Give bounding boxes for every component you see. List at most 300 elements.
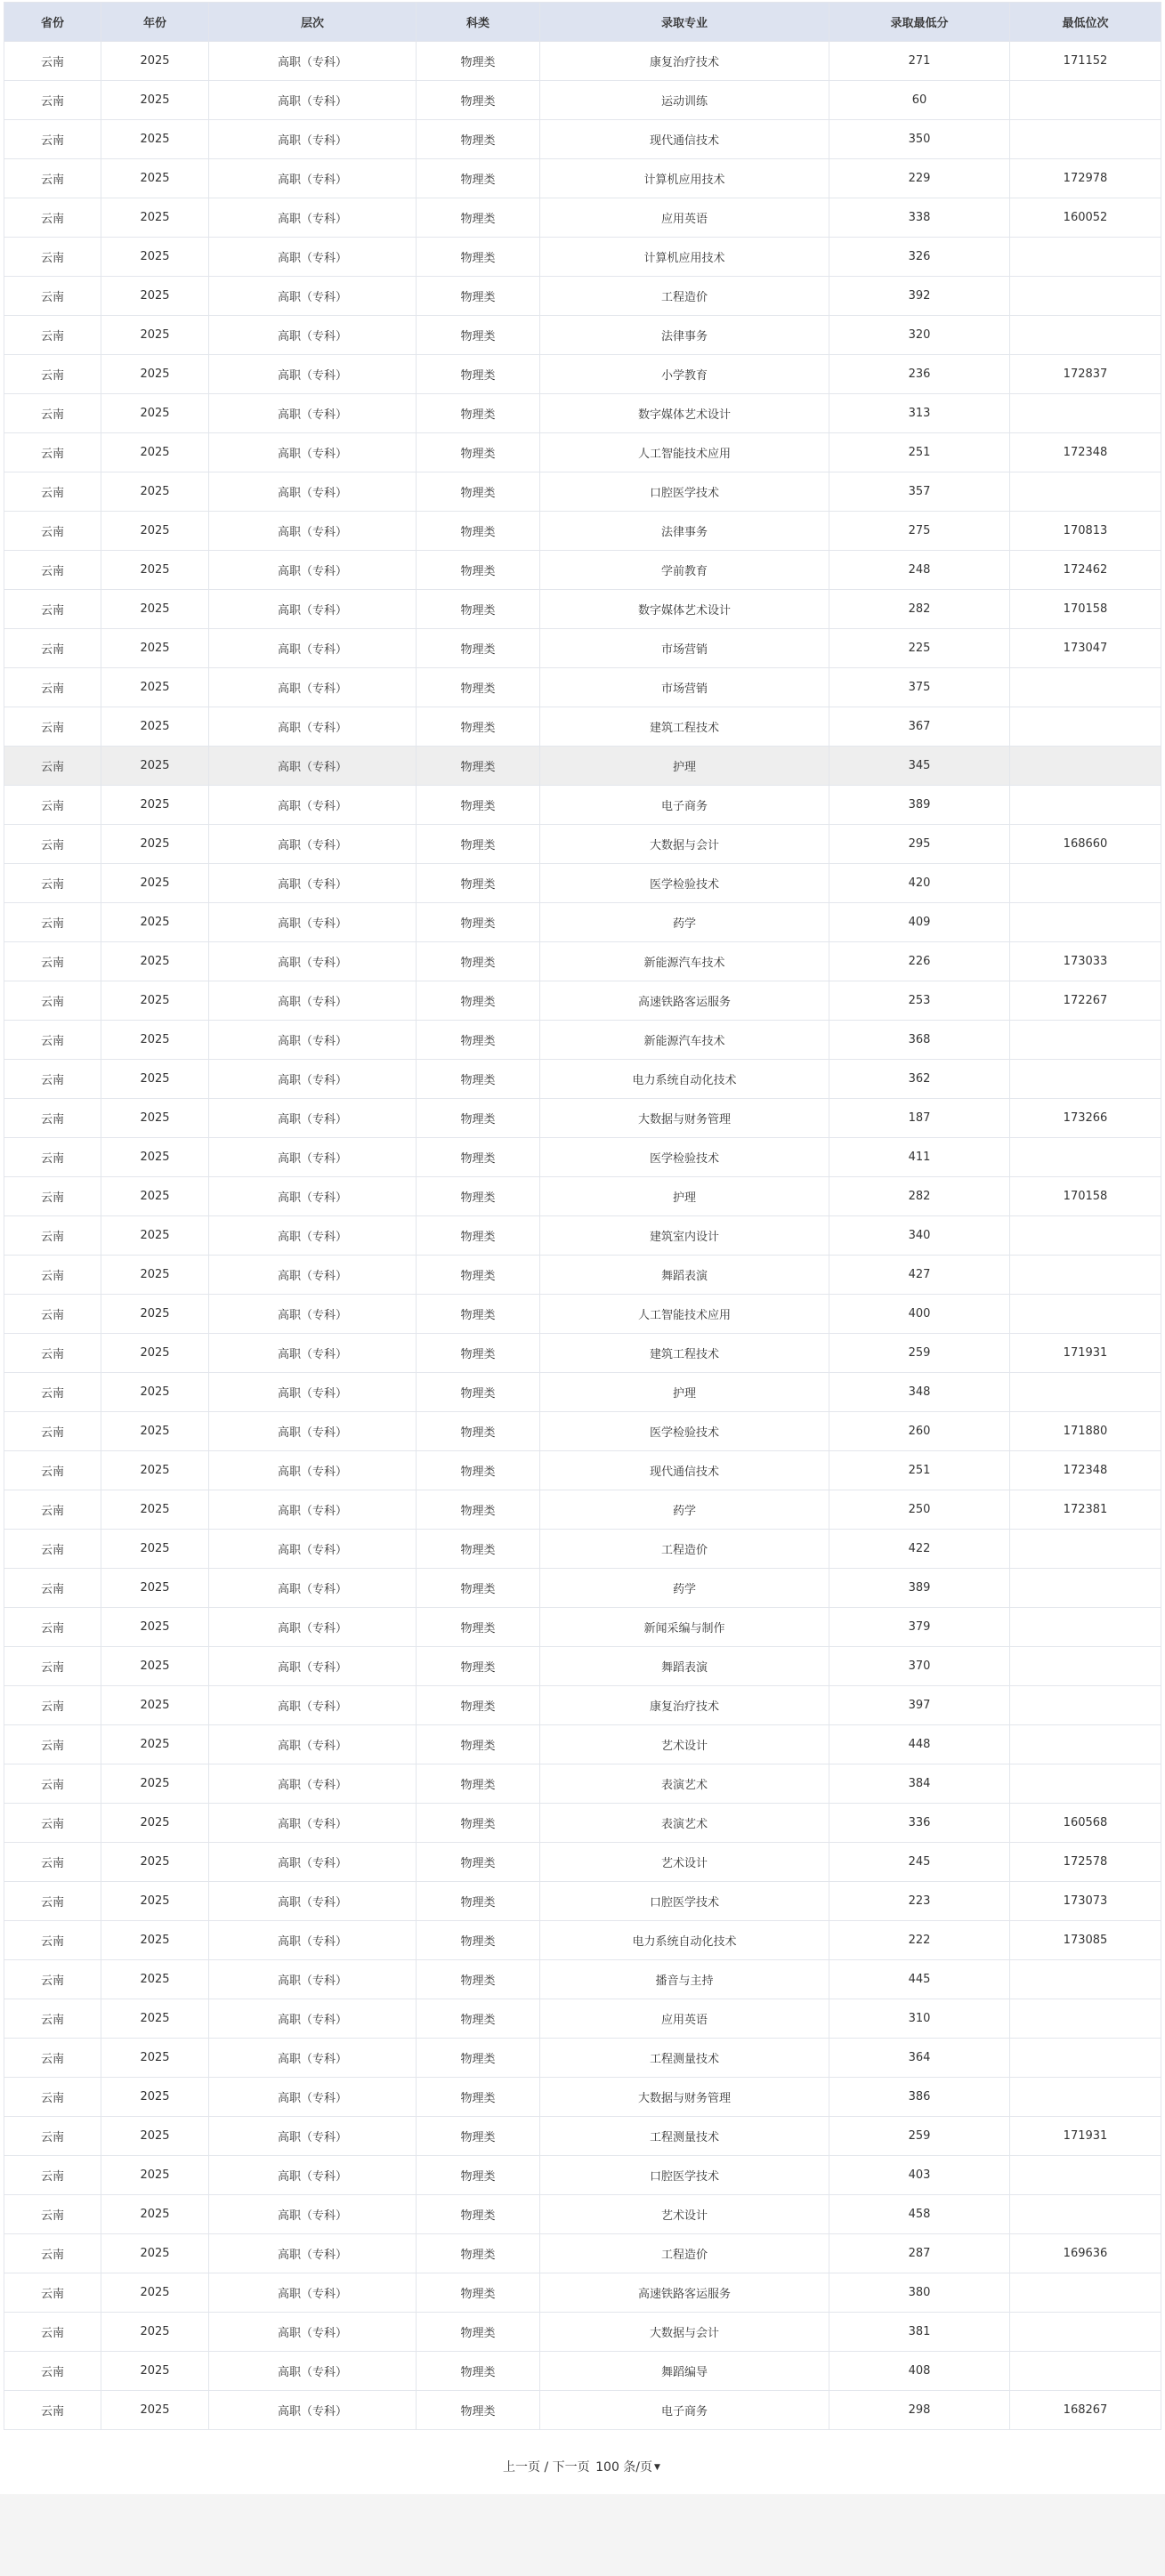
table-row (4, 2117, 1161, 2156)
cell-min-score: 275 (829, 512, 1010, 551)
table-row (4, 590, 1161, 629)
next-page-link[interactable]: 下一页 (552, 2460, 590, 2475)
cell-major: 医学检验技术 (540, 864, 829, 903)
table-header-row (4, 3, 1161, 42)
cell-province: 云南 (4, 1412, 101, 1451)
cell-year: 2025 (101, 1882, 209, 1921)
cell-province: 云南 (4, 1843, 101, 1882)
cell-province: 云南 (4, 81, 101, 120)
cell-province: 云南 (4, 316, 101, 355)
cell-major: 医学检验技术 (540, 1138, 829, 1177)
cell-province: 云南 (4, 1021, 101, 1060)
cell-min-score: 223 (829, 1882, 1010, 1921)
cell-province: 云南 (4, 472, 101, 512)
cell-year: 2025 (101, 2195, 209, 2234)
cell-province: 云南 (4, 1060, 101, 1099)
cell-province: 云南 (4, 981, 101, 1021)
column-header-year: 年份 (101, 3, 209, 42)
table-row (4, 1099, 1161, 1138)
cell-subject-type: 物理类 (417, 2313, 540, 2352)
cell-min-score: 282 (829, 590, 1010, 629)
cell-level: 高职（专科） (209, 825, 417, 864)
table-header (4, 3, 1161, 42)
table-row (4, 1804, 1161, 1843)
cell-min-score: 458 (829, 2195, 1010, 2234)
cell-min-rank: 173047 (1010, 629, 1161, 668)
table-row (4, 1921, 1161, 1960)
cell-min-rank: 170158 (1010, 1177, 1161, 1216)
cell-min-score: 350 (829, 120, 1010, 159)
table-row (4, 942, 1161, 981)
cell-subject-type: 物理类 (417, 1843, 540, 1882)
cell-subject-type: 物理类 (417, 2273, 540, 2313)
cell-min-rank (1010, 1686, 1161, 1725)
cell-province: 云南 (4, 238, 101, 277)
cell-min-rank (1010, 668, 1161, 707)
table-row (4, 2313, 1161, 2352)
column-header-min-score: 录取最低分 (829, 3, 1010, 42)
cell-min-score: 251 (829, 433, 1010, 472)
table-row (4, 2391, 1161, 2430)
cell-year: 2025 (101, 2391, 209, 2430)
cell-min-rank (1010, 1256, 1161, 1295)
cell-min-rank (1010, 1999, 1161, 2039)
cell-min-rank (1010, 2078, 1161, 2117)
cell-province: 云南 (4, 42, 101, 81)
cell-major: 法律事务 (540, 512, 829, 551)
cell-min-rank: 173033 (1010, 942, 1161, 981)
cell-min-score: 411 (829, 1138, 1010, 1177)
cell-major: 药学 (540, 1569, 829, 1608)
table-row (4, 1686, 1161, 1725)
table-row (4, 1960, 1161, 1999)
cell-major: 建筑工程技术 (540, 1334, 829, 1373)
cell-level: 高职（专科） (209, 316, 417, 355)
cell-min-score: 370 (829, 1647, 1010, 1686)
cell-level: 高职（专科） (209, 1686, 417, 1725)
cell-level: 高职（专科） (209, 2039, 417, 2078)
cell-subject-type: 物理类 (417, 81, 540, 120)
table-row (4, 512, 1161, 551)
cell-min-rank (1010, 472, 1161, 512)
cell-province: 云南 (4, 1725, 101, 1764)
cell-min-score: 229 (829, 159, 1010, 198)
cell-major: 舞蹈表演 (540, 1647, 829, 1686)
cell-major: 学前教育 (540, 551, 829, 590)
cell-min-score: 348 (829, 1373, 1010, 1412)
cell-major: 护理 (540, 1373, 829, 1412)
cell-min-score: 222 (829, 1921, 1010, 1960)
cell-level: 高职（专科） (209, 238, 417, 277)
cell-subject-type: 物理类 (417, 2195, 540, 2234)
cell-level: 高职（专科） (209, 472, 417, 512)
cell-province: 云南 (4, 1099, 101, 1138)
cell-level: 高职（专科） (209, 1256, 417, 1295)
cell-min-score: 320 (829, 316, 1010, 355)
cell-level: 高职（专科） (209, 1921, 417, 1960)
cell-major: 人工智能技术应用 (540, 1295, 829, 1334)
cell-year: 2025 (101, 629, 209, 668)
cell-major: 舞蹈编导 (540, 2352, 829, 2391)
cell-year: 2025 (101, 1373, 209, 1412)
table-row (4, 1451, 1161, 1490)
cell-level: 高职（专科） (209, 786, 417, 825)
table-row (4, 2352, 1161, 2391)
cell-min-score: 251 (829, 1451, 1010, 1490)
cell-province: 云南 (4, 355, 101, 394)
cell-level: 高职（专科） (209, 2195, 417, 2234)
cell-level: 高职（专科） (209, 1490, 417, 1530)
cell-subject-type: 物理类 (417, 942, 540, 981)
cell-min-rank (1010, 2273, 1161, 2313)
cell-province: 云南 (4, 2156, 101, 2195)
cell-level: 高职（专科） (209, 590, 417, 629)
cell-province: 云南 (4, 551, 101, 590)
cell-major: 艺术设计 (540, 2195, 829, 2234)
cell-subject-type: 物理类 (417, 1764, 540, 1804)
cell-year: 2025 (101, 277, 209, 316)
cell-subject-type: 物理类 (417, 1725, 540, 1764)
cell-major: 市场营销 (540, 629, 829, 668)
cell-min-score: 60 (829, 81, 1010, 120)
cell-min-rank: 171880 (1010, 1412, 1161, 1451)
cell-min-score: 338 (829, 198, 1010, 238)
cell-subject-type: 物理类 (417, 1921, 540, 1960)
cell-min-score: 287 (829, 2234, 1010, 2273)
cell-major: 大数据与会计 (540, 2313, 829, 2352)
cell-min-score: 379 (829, 1608, 1010, 1647)
cell-level: 高职（专科） (209, 2234, 417, 2273)
cell-min-score: 345 (829, 747, 1010, 786)
table-row (4, 159, 1161, 198)
cell-province: 云南 (4, 2273, 101, 2313)
cell-major: 工程造价 (540, 2234, 829, 2273)
cell-year: 2025 (101, 42, 209, 81)
cell-level: 高职（专科） (209, 942, 417, 981)
cell-province: 云南 (4, 1686, 101, 1725)
cell-subject-type: 物理类 (417, 1569, 540, 1608)
cell-province: 云南 (4, 590, 101, 629)
cell-level: 高职（专科） (209, 1021, 417, 1060)
cell-province: 云南 (4, 1177, 101, 1216)
cell-min-score: 313 (829, 394, 1010, 433)
cell-subject-type: 物理类 (417, 1060, 540, 1099)
table-row (4, 2156, 1161, 2195)
table-row (4, 1060, 1161, 1099)
cell-province: 云南 (4, 2195, 101, 2234)
table-row (4, 1647, 1161, 1686)
cell-major: 工程测量技术 (540, 2117, 829, 2156)
cell-major: 人工智能技术应用 (540, 433, 829, 472)
cell-min-score: 445 (829, 1960, 1010, 1999)
cell-province: 云南 (4, 1764, 101, 1804)
cell-subject-type: 物理类 (417, 2117, 540, 2156)
table-row (4, 2234, 1161, 2273)
cell-year: 2025 (101, 786, 209, 825)
cell-major: 运动训练 (540, 81, 829, 120)
cell-level: 高职（专科） (209, 903, 417, 942)
cell-min-score: 367 (829, 707, 1010, 747)
cell-subject-type: 物理类 (417, 1256, 540, 1295)
cell-province: 云南 (4, 1373, 101, 1412)
cell-level: 高职（专科） (209, 277, 417, 316)
table-row (4, 81, 1161, 120)
cell-level: 高职（专科） (209, 159, 417, 198)
cell-level: 高职（专科） (209, 1569, 417, 1608)
cell-year: 2025 (101, 2352, 209, 2391)
cell-major: 大数据与财务管理 (540, 2078, 829, 2117)
cell-min-score: 310 (829, 1999, 1010, 2039)
admission-table (4, 2, 1161, 2430)
cell-major: 应用英语 (540, 1999, 829, 2039)
cell-major: 工程造价 (540, 277, 829, 316)
table-row (4, 2039, 1161, 2078)
table-row (4, 1530, 1161, 1569)
cell-min-score: 389 (829, 786, 1010, 825)
table-row (4, 1177, 1161, 1216)
table-row (4, 864, 1161, 903)
table-row (4, 1021, 1161, 1060)
cell-level: 高职（专科） (209, 668, 417, 707)
cell-min-score: 271 (829, 42, 1010, 81)
cell-level: 高职（专科） (209, 2156, 417, 2195)
cell-min-score: 260 (829, 1412, 1010, 1451)
cell-subject-type: 物理类 (417, 1216, 540, 1256)
cell-year: 2025 (101, 1060, 209, 1099)
cell-min-rank (1010, 1138, 1161, 1177)
cell-province: 云南 (4, 1138, 101, 1177)
cell-subject-type: 物理类 (417, 1373, 540, 1412)
cell-major: 工程造价 (540, 1530, 829, 1569)
cell-major: 计算机应用技术 (540, 238, 829, 277)
cell-year: 2025 (101, 433, 209, 472)
cell-min-rank (1010, 2195, 1161, 2234)
cell-year: 2025 (101, 1647, 209, 1686)
cell-subject-type: 物理类 (417, 1804, 540, 1843)
cell-province: 云南 (4, 394, 101, 433)
table-row (4, 1256, 1161, 1295)
cell-level: 高职（专科） (209, 1412, 417, 1451)
cell-level: 高职（专科） (209, 1882, 417, 1921)
cell-major: 医学检验技术 (540, 1412, 829, 1451)
cell-min-rank (1010, 2313, 1161, 2352)
table-row (4, 903, 1161, 942)
cell-major: 药学 (540, 903, 829, 942)
cell-subject-type: 物理类 (417, 2391, 540, 2430)
cell-major: 数字媒体艺术设计 (540, 590, 829, 629)
cell-level: 高职（专科） (209, 2391, 417, 2430)
cell-subject-type: 物理类 (417, 277, 540, 316)
cell-year: 2025 (101, 747, 209, 786)
cell-level: 高职（专科） (209, 1647, 417, 1686)
cell-province: 云南 (4, 159, 101, 198)
cell-province: 云南 (4, 629, 101, 668)
cell-level: 高职（专科） (209, 198, 417, 238)
cell-province: 云南 (4, 786, 101, 825)
table-body (4, 42, 1161, 2430)
cell-year: 2025 (101, 1256, 209, 1295)
cell-major: 口腔医学技术 (540, 472, 829, 512)
table-row (4, 2078, 1161, 2117)
cell-subject-type: 物理类 (417, 1295, 540, 1334)
cell-major: 大数据与会计 (540, 825, 829, 864)
prev-page-link[interactable]: 上一页 (503, 2460, 541, 2475)
cell-min-score: 298 (829, 2391, 1010, 2430)
cell-min-rank (1010, 81, 1161, 120)
cell-year: 2025 (101, 1921, 209, 1960)
cell-year: 2025 (101, 2273, 209, 2313)
cell-subject-type: 物理类 (417, 472, 540, 512)
table-row (4, 981, 1161, 1021)
cell-province: 云南 (4, 1490, 101, 1530)
cell-major: 法律事务 (540, 316, 829, 355)
cell-major: 高速铁路客运服务 (540, 2273, 829, 2313)
table-row (4, 551, 1161, 590)
cell-min-score: 392 (829, 277, 1010, 316)
cell-year: 2025 (101, 551, 209, 590)
cell-level: 高职（专科） (209, 2313, 417, 2352)
cell-major: 工程测量技术 (540, 2039, 829, 2078)
table-row (4, 1843, 1161, 1882)
cell-year: 2025 (101, 81, 209, 120)
cell-subject-type: 物理类 (417, 1608, 540, 1647)
cell-major: 市场营销 (540, 668, 829, 707)
cell-year: 2025 (101, 1608, 209, 1647)
cell-province: 云南 (4, 512, 101, 551)
column-header-min-rank: 最低位次 (1010, 3, 1161, 42)
cell-province: 云南 (4, 1295, 101, 1334)
cell-min-score: 259 (829, 1334, 1010, 1373)
cell-min-score: 427 (829, 1256, 1010, 1295)
table-row (4, 277, 1161, 316)
cell-subject-type: 物理类 (417, 120, 540, 159)
table-row (4, 1412, 1161, 1451)
cell-min-rank: 160052 (1010, 198, 1161, 238)
cell-major: 小学教育 (540, 355, 829, 394)
cell-min-rank: 169636 (1010, 2234, 1161, 2273)
cell-subject-type: 物理类 (417, 707, 540, 747)
cell-year: 2025 (101, 1569, 209, 1608)
table-row (4, 316, 1161, 355)
cell-subject-type: 物理类 (417, 198, 540, 238)
cell-min-rank: 172462 (1010, 551, 1161, 590)
table-row (4, 1725, 1161, 1764)
cell-province: 云南 (4, 1256, 101, 1295)
cell-level: 高职（专科） (209, 1099, 417, 1138)
cell-level: 高职（专科） (209, 1334, 417, 1373)
cell-major: 现代通信技术 (540, 1451, 829, 1490)
cell-min-score: 389 (829, 1569, 1010, 1608)
cell-year: 2025 (101, 864, 209, 903)
cell-min-score: 236 (829, 355, 1010, 394)
cell-subject-type: 物理类 (417, 1530, 540, 1569)
cell-level: 高职（专科） (209, 707, 417, 747)
cell-province: 云南 (4, 2234, 101, 2273)
cell-province: 云南 (4, 747, 101, 786)
cell-year: 2025 (101, 1099, 209, 1138)
cell-min-rank: 173266 (1010, 1099, 1161, 1138)
cell-min-score: 368 (829, 1021, 1010, 1060)
table-row (4, 1569, 1161, 1608)
cell-year: 2025 (101, 942, 209, 981)
cell-min-score: 336 (829, 1804, 1010, 1843)
cell-major: 新能源汽车技术 (540, 942, 829, 981)
cell-province: 云南 (4, 903, 101, 942)
cell-year: 2025 (101, 2078, 209, 2117)
cell-min-rank (1010, 1295, 1161, 1334)
cell-subject-type: 物理类 (417, 159, 540, 198)
table-row (4, 1295, 1161, 1334)
cell-major: 艺术设计 (540, 1725, 829, 1764)
cell-min-score: 403 (829, 2156, 1010, 2195)
cell-year: 2025 (101, 120, 209, 159)
cell-subject-type: 物理类 (417, 1177, 540, 1216)
cell-min-rank: 171931 (1010, 1334, 1161, 1373)
cell-province: 云南 (4, 277, 101, 316)
table-row (4, 786, 1161, 825)
cell-subject-type: 物理类 (417, 316, 540, 355)
cell-subject-type: 物理类 (417, 747, 540, 786)
cell-year: 2025 (101, 2313, 209, 2352)
page-size-select[interactable] (594, 2450, 662, 2485)
cell-major: 电子商务 (540, 786, 829, 825)
cell-min-rank: 168267 (1010, 2391, 1161, 2430)
cell-min-rank: 160568 (1010, 1804, 1161, 1843)
cell-province: 云南 (4, 1960, 101, 1999)
cell-major: 口腔医学技术 (540, 1882, 829, 1921)
cell-min-rank (1010, 864, 1161, 903)
cell-level: 高职（专科） (209, 1608, 417, 1647)
cell-subject-type: 物理类 (417, 1021, 540, 1060)
cell-province: 云南 (4, 198, 101, 238)
cell-major: 表演艺术 (540, 1764, 829, 1804)
cell-province: 云南 (4, 668, 101, 707)
cell-level: 高职（专科） (209, 512, 417, 551)
table-row (4, 433, 1161, 472)
cell-year: 2025 (101, 1138, 209, 1177)
table-row (4, 394, 1161, 433)
cell-level: 高职（专科） (209, 747, 417, 786)
table-row (4, 707, 1161, 747)
cell-year: 2025 (101, 1999, 209, 2039)
cell-level: 高职（专科） (209, 1060, 417, 1099)
table-row (4, 1373, 1161, 1412)
cell-min-rank (1010, 707, 1161, 747)
cell-level: 高职（专科） (209, 864, 417, 903)
cell-min-rank: 172381 (1010, 1490, 1161, 1530)
cell-province: 云南 (4, 1608, 101, 1647)
table-row (4, 1764, 1161, 1804)
cell-min-rank (1010, 1764, 1161, 1804)
cell-year: 2025 (101, 1530, 209, 1569)
cell-province: 云南 (4, 1999, 101, 2039)
cell-major: 新能源汽车技术 (540, 1021, 829, 1060)
cell-level: 高职（专科） (209, 1177, 417, 1216)
cell-province: 云南 (4, 1334, 101, 1373)
cell-year: 2025 (101, 1725, 209, 1764)
cell-major: 康复治疗技术 (540, 1686, 829, 1725)
cell-level: 高职（专科） (209, 1373, 417, 1412)
table-row (4, 747, 1161, 786)
table-row (4, 1490, 1161, 1530)
cell-major: 电力系统自动化技术 (540, 1060, 829, 1099)
cell-province: 云南 (4, 1882, 101, 1921)
cell-min-rank (1010, 316, 1161, 355)
cell-min-rank: 173085 (1010, 1921, 1161, 1960)
table-row (4, 120, 1161, 159)
cell-level: 高职（专科） (209, 1960, 417, 1999)
cell-min-rank: 171931 (1010, 2117, 1161, 2156)
